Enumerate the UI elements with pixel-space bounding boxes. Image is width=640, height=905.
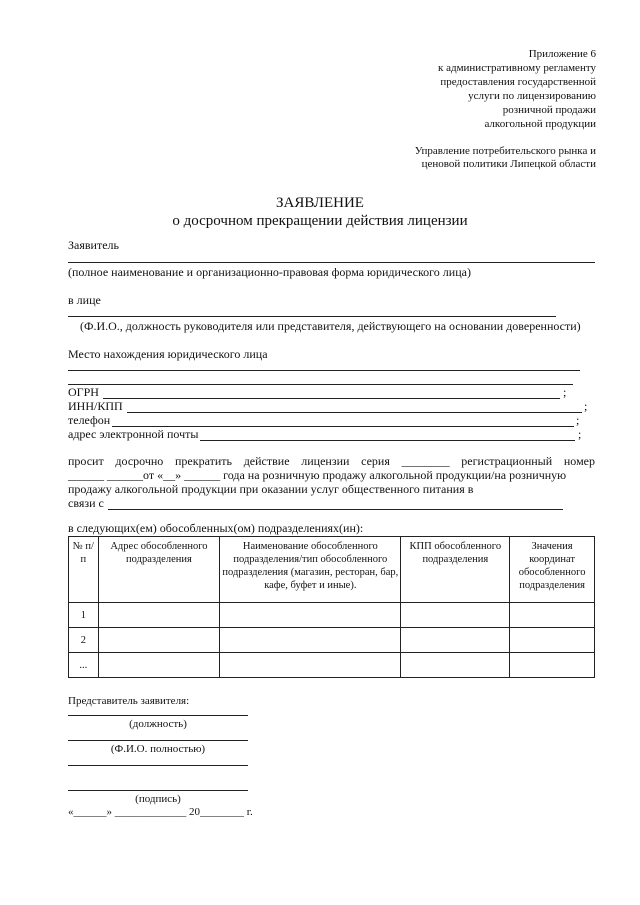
applicant-hint: (полное наименование и организационно-правовая форма юридического лица) xyxy=(68,265,471,279)
request-line-4: связи с xyxy=(68,496,104,510)
ogrn-separator: ; xyxy=(563,385,567,399)
coordinates-cell[interactable] xyxy=(510,603,595,628)
ogrn-label: ОГРН xyxy=(68,385,99,399)
location-input-line-2[interactable] xyxy=(68,384,573,385)
applicant-input-line[interactable] xyxy=(68,262,595,263)
signature-hint: (подпись) xyxy=(135,793,181,805)
person-input-line[interactable] xyxy=(68,316,556,317)
table-row xyxy=(69,653,595,678)
appendix-line: алкогольной продукции xyxy=(484,118,596,130)
row-number: 1 xyxy=(69,603,99,628)
authority-line: ценовой политики Липецкой области xyxy=(421,158,596,170)
ogrn-input-line[interactable] xyxy=(103,398,560,399)
header-kpp: КПП обособленного подразделения xyxy=(401,537,510,603)
coordinates-cell[interactable] xyxy=(510,653,595,678)
email-separator: ; xyxy=(578,427,582,441)
fio-input-line[interactable] xyxy=(68,740,248,741)
coordinates-cell[interactable] xyxy=(510,628,595,653)
document-subtitle: о досрочном прекращении действия лицензии xyxy=(172,213,468,229)
inn-separator: ; xyxy=(584,399,588,413)
kpp-cell[interactable] xyxy=(401,628,510,653)
email-input-line[interactable] xyxy=(200,440,575,441)
table-row xyxy=(69,603,595,628)
signature-input-line[interactable] xyxy=(68,790,248,791)
row-number: ... xyxy=(69,653,99,678)
address-cell[interactable] xyxy=(98,653,220,678)
header-number: № п/п xyxy=(69,537,99,603)
phone-separator: ; xyxy=(576,413,580,427)
header-coordinates: Значения координат обособленного подразделения xyxy=(510,537,595,603)
phone-label: телефон xyxy=(68,413,111,427)
name-type-cell[interactable] xyxy=(220,603,401,628)
extra-input-line[interactable] xyxy=(68,765,248,766)
position-input-line[interactable] xyxy=(68,715,248,716)
location-input-line-1[interactable] xyxy=(68,370,580,371)
table-row xyxy=(69,628,595,653)
fio-hint: (Ф.И.О. полностью) xyxy=(110,743,206,755)
representative-label: Представитель заявителя: xyxy=(68,695,190,707)
person-hint: (Ф.И.О., должность руководителя или представителя, действующего на основании доверенности) xyxy=(80,319,581,333)
appendix-line: предоставления государственной xyxy=(440,76,596,88)
inn-label: ИНН/КПП xyxy=(68,399,123,413)
date-field[interactable]: «______» _____________ 20________ г. xyxy=(68,806,253,818)
document-title: ЗАЯВЛЕНИЕ xyxy=(276,195,364,211)
applicant-label: Заявитель xyxy=(68,238,119,252)
header-address: Адрес обособленного подразделения xyxy=(98,537,220,603)
name-type-cell[interactable] xyxy=(220,653,401,678)
row-number: 2 xyxy=(69,628,99,653)
appendix-line: к административному регламенту xyxy=(438,62,596,74)
authority-line: Управление потребительского рынка и xyxy=(414,145,596,157)
request-line-3: продажу алкогольной продукции при оказании услуг общественного питания в xyxy=(68,482,474,496)
appendix-number: Приложение 6 xyxy=(528,48,596,60)
address-cell[interactable] xyxy=(98,628,220,653)
table-caption: в следующих(ем) обособленных(ом) подразделениях(ин): xyxy=(68,521,364,535)
address-cell[interactable] xyxy=(98,603,220,628)
subdivisions-table xyxy=(68,536,595,678)
request-line-2: ______ ______от «__» ______ года на розничную продажу алкогольной продукции/на розничную xyxy=(68,468,567,482)
position-hint: (должность) xyxy=(129,718,187,730)
reason-input-line[interactable] xyxy=(108,509,563,510)
request-line-1: просит досрочно прекратить действие лицензии серия ________ регистрационный номер xyxy=(68,454,595,468)
table-header-row xyxy=(69,537,595,603)
kpp-cell[interactable] xyxy=(401,653,510,678)
appendix-line: услуги по лицензированию xyxy=(468,90,596,102)
kpp-cell[interactable] xyxy=(401,603,510,628)
header-name-type: Наименование обособленного подразделения/тип обособленного подразделения (магазин, ресторан, бар, кафе, буфет и иные). xyxy=(220,537,401,603)
person-label: в лице xyxy=(68,293,101,307)
appendix-line: розничной продажи xyxy=(502,104,596,116)
name-type-cell[interactable] xyxy=(220,628,401,653)
inn-input-line[interactable] xyxy=(127,412,582,413)
location-label: Место нахождения юридического лица xyxy=(68,347,268,361)
email-label: адрес электронной почты xyxy=(68,427,199,441)
